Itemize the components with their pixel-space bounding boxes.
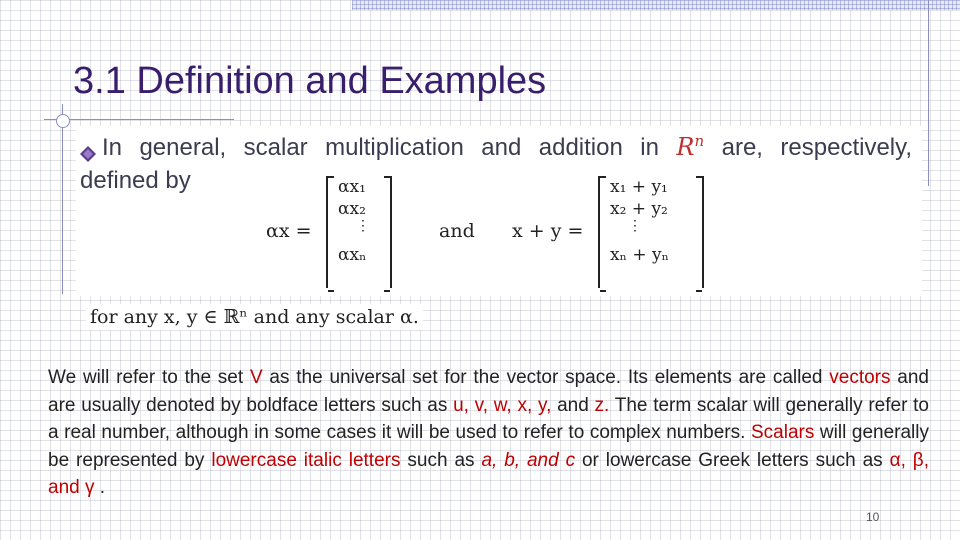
abc-highlight: a, b, and c: [481, 449, 576, 471]
vector-entry: αx₂: [338, 199, 366, 219]
and-word: and: [439, 220, 475, 242]
vector-vdots: ⋮: [356, 218, 370, 234]
vector-sum-lhs: x + y =: [512, 220, 584, 242]
left-vertical-rule: [62, 104, 63, 294]
lowercase-highlight: lowercase italic letters: [211, 449, 401, 471]
scalars-highlight: Scalars: [750, 422, 815, 443]
vector-entry: xₙ + yₙ: [610, 245, 669, 265]
intro-line-1-text: In general, scalar multiplication and addition in: [102, 134, 659, 161]
intro-line-1-end: are, respectively,: [721, 134, 913, 161]
vector-entry: αxₙ: [338, 245, 367, 265]
greek-highlight: α, β, and γ: [48, 449, 929, 498]
right-vertical-rule: [928, 0, 929, 186]
z-highlight: z.: [594, 394, 610, 416]
bullet-diamond-icon: [80, 141, 96, 157]
scalar-mult-vector: [326, 176, 392, 288]
letters-highlight: u, v, w, x, y,: [453, 394, 552, 416]
intro-line-1: [80, 132, 912, 162]
slide-title: 3.1 Definition and Examples: [73, 60, 547, 102]
for-any-clause: for any x, y ∈ ℝⁿ and any scalar α.: [86, 304, 423, 330]
vectors-highlight: vectors: [829, 367, 891, 388]
vector-sum-vector: [598, 176, 704, 288]
body-paragraph: We will refer to the set V as the universal set for the vector space. Its elements are called vectors and are usually denoted by boldface letters such as u, v, w, x, y, and z. The term scalar will generally refer to a real number, although in some cases it will be used to refer to complex numbers. Scalars will generally be represented by lowercase italic letters such as a, b, and c or lowercase Greek letters such as α, β, and γ .: [48, 367, 930, 498]
vector-entry: x₁ + y₁: [610, 177, 668, 197]
rn-symbol: $R^n$: [676, 132, 705, 161]
vector-entry: x₂ + y₂: [610, 199, 668, 219]
intro-line-2: defined by: [80, 167, 191, 194]
title-underline-rule: [44, 119, 234, 120]
set-v-highlight: V: [249, 367, 263, 388]
vector-entry: αx₁: [338, 177, 366, 197]
scalar-mult-lhs: αx =: [266, 220, 312, 242]
top-decorative-band: [352, 0, 960, 10]
page-number: 10: [866, 510, 880, 524]
corner-circle-ornament: [56, 114, 70, 128]
vector-vdots: ⋮: [628, 218, 642, 234]
